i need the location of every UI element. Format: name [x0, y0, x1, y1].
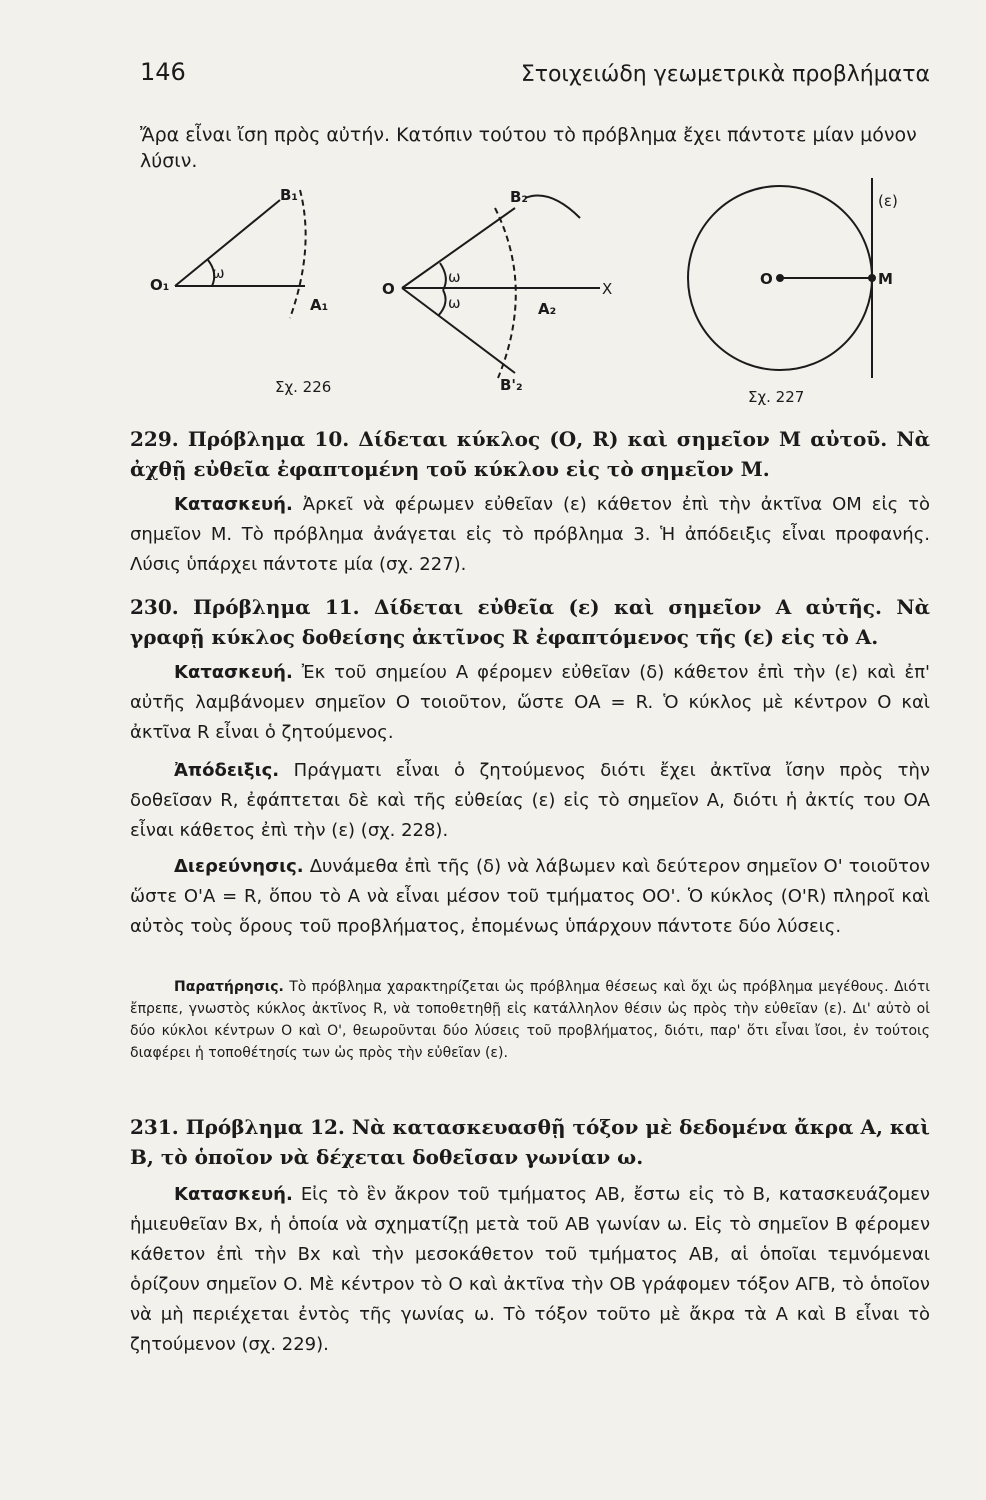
- fig226-right-angle-arc-lower: [438, 290, 446, 316]
- problem-12-construction: [130, 1180, 930, 1360]
- page-header: [140, 58, 930, 92]
- fig226-label-b2: Β₂: [510, 188, 529, 206]
- problem-10-construction: [130, 490, 930, 580]
- fig226-left-arc: [290, 190, 306, 318]
- problem-11-proof: [130, 756, 930, 846]
- problem-10-construction-text: Ἀρκεῖ νὰ φέρωμεν εὐθεῖαν (ε) κάθετον ἐπὶ τὴν ἀκτῖνα ΟΜ εἰς τὸ σημεῖον Μ. Τὸ πρόβλημα ἀνάγεται εἰς τὸ πρόβλημα 3. Ἡ ἀπόδειξις εἶναι προφανής. Λύσις ὑπάρχει πάντοτε μία (σχ. 227).: [130, 494, 930, 575]
- fig226-left-ray-upper: [175, 200, 280, 286]
- problem-11-construction-label: Κατασκευή.: [174, 662, 293, 683]
- problem-12-heading: 231. Πρόβλημα 12. Νὰ κατασκευασθῇ τόξον μὲ δεδομένα ἄκρα Α, καὶ Β, τὸ ὁποῖον νὰ δέχεται δοθεῖσαν γωνίαν ω.: [130, 1115, 930, 1169]
- fig226-label-o: Ο: [382, 280, 395, 298]
- problem-11-discussion-text: Δυνάμεθα ἐπὶ τῆς (δ) νὰ λάβωμεν καὶ δεύτερον σημεῖον Ο' τοιοῦτον ὥστε Ο'Α = R, ὅπου τὸ Α νὰ εἶναι μέσον τοῦ τμήματος ΟΟ'. Ὁ κύκλος (Ο'R) πληροῖ καὶ αὐτὸς τοὺς ὅρους τοῦ προβλήματος, ἐπομένως ὑπάρχουν πάντοτε δύο λύσεις.: [130, 856, 930, 937]
- fig226-label-omega-lower: ω: [448, 294, 461, 312]
- fig226-right-arc: [495, 208, 516, 378]
- problem-11-discussion: [130, 852, 930, 942]
- fig227-center-dot: [777, 275, 783, 281]
- fig226-label-a2: Α₂: [538, 300, 557, 318]
- problem-11-remark: [130, 976, 930, 1064]
- page-number: 146: [140, 58, 186, 86]
- problem-10-construction-label: Κατασκευή.: [174, 494, 293, 515]
- figure-226-227-drawing: [130, 178, 920, 418]
- fig226-label-a1: Α₁: [310, 296, 329, 314]
- problem-11-construction: [130, 658, 930, 748]
- problem-11-heading: 230. Πρόβλημα 11. Δίδεται εὐθεῖα (ε) καὶ σημεῖον Α αὐτῆς. Νὰ γραφῇ κύκλος δοθείσης ἀκτῖνος R ἐφαπτόμενος τῆς (ε) εἰς τὸ Α.: [130, 595, 930, 649]
- fig226-right-arc-top: [525, 196, 580, 219]
- problem-11-proof-text: Πράγματι εἶναι ὁ ζητούμενος διότι ἔχει ἀκτῖνα ἴσην πρὸς τὴν δοθεῖσαν R, ἐφάπτεται δὲ καὶ τῆς εὐθείας (ε) εἰς τὸ σημεῖον Α, διότι ἡ ἀκτίς του ΟΑ εἶναι κάθετος ἐπὶ τὴν (ε) (σχ. 228).: [130, 760, 930, 841]
- problem-11-remark-label: Παρατήρησις.: [174, 979, 284, 995]
- fig227-label-e: (ε): [878, 192, 898, 210]
- problem-12-construction-text: Εἰς τὸ ἓν ἄκρον τοῦ τμήματος ΑΒ, ἔστω εἰς τὸ Β, κατασκευάζομεν ἡμιευθεῖαν Βx, ἡ ὁποία νὰ σχηματίζῃ μετὰ τοῦ ΑΒ γωνίαν ω. Εἰς τὸ σημεῖον Β φέρομεν κάθετον ἐπὶ τὴν Βx καὶ τὴν μεσοκάθετον τοῦ τμήματος ΑΒ, αἱ ὁποῖαι τεμνόμεναι ὁρίζουν σημεῖον Ο. Μὲ κέντρον τὸ Ο καὶ ἀκτῖνα τὴν ΟΒ γράφομεν τόξον ΑΓΒ, τὸ ὁποῖον νὰ μὴ περιέχεται ἐντὸς τῆς γωνίας ω. Τὸ τόξον τοῦτο μὲ ἄκρα τὰ Α καὶ Β εἶναι τὸ ζητούμενον (σχ. 229).: [130, 1184, 930, 1355]
- fig227-label-o: Ο: [760, 270, 773, 288]
- fig226-label-x: Χ: [602, 280, 613, 298]
- intro-paragraph: Ἄρα εἶναι ἴση πρὸς αὐτήν. Κατόπιν τούτου τὸ πρόβλημα ἔχει πάντοτε μίαν μόνον λύσιν.: [140, 124, 917, 172]
- fig226-label-omega-left: ω: [212, 264, 225, 282]
- figures-row: [130, 178, 920, 418]
- fig227-label-m: Μ: [878, 270, 893, 288]
- fig226-right-angle-arc-upper: [440, 263, 446, 290]
- running-title: Στοιχειώδη γεωμετρικὰ προβλήματα: [520, 62, 930, 87]
- fig226-label-b1: Β₁: [280, 186, 299, 204]
- problem-11-construction-text: Ἐκ τοῦ σημείου Α φέρομεν εὐθεῖαν (δ) κάθετον ἐπὶ τὴν (ε) καὶ ἐπ' αὐτῆς λαμβάνομεν σημεῖον Ο τοιοῦτον, ὥστε ΟΑ = R. Ὁ κύκλος μὲ κέντρον Ο καὶ ἀκτῖνα R εἶναι ὁ ζητούμενος.: [130, 662, 930, 743]
- fig226-caption: Σχ. 226: [275, 378, 332, 396]
- fig226-label-o1: Ο₁: [150, 276, 170, 294]
- fig226-label-omega-upper: ω: [448, 268, 461, 286]
- fig227-point-m-dot: [869, 275, 875, 281]
- problem-10-heading: 229. Πρόβλημα 10. Δίδεται κύκλος (Ο, R) καὶ σημεῖον Μ αὐτοῦ. Νὰ ἀχθῇ εὐθεῖα ἐφαπτομένη τοῦ κύκλου εἰς τὸ σημεῖον Μ.: [130, 427, 930, 481]
- fig226-label-b2-prime: Β'₂: [500, 376, 523, 394]
- problem-11-discussion-label: Διερεύνησις.: [174, 856, 304, 877]
- problem-11-proof-label: Ἀπόδειξις.: [174, 760, 280, 781]
- problem-11-remark-text: Τὸ πρόβλημα χαρακτηρίζεται ὡς πρόβλημα θέσεως καὶ ὄχι ὡς πρόβλημα μεγέθους. Διότι ἔπρεπε, γνωστὸς κύκλος ἀκτῖνος R, νὰ τοποθετηθῇ εἰς κατάλληλον θέσιν ὡς πρὸς τὴν εὐθεῖαν (ε). Δι' αὐτὸ οἱ δύο κύκλοι κέντρων Ο καὶ Ο', θεωροῦνται δύο λύσεις τοῦ προβλήματος, διότι, παρ' ὅτι εἶναι ἴσοι, ἐν τούτοις διαφέρει ἡ τοποθέτησίς των ὡς πρὸς τὴν εὐθεῖαν (ε).: [130, 979, 930, 1061]
- problem-12-construction-label: Κατασκευή.: [174, 1184, 293, 1205]
- fig227-caption: Σχ. 227: [748, 388, 805, 406]
